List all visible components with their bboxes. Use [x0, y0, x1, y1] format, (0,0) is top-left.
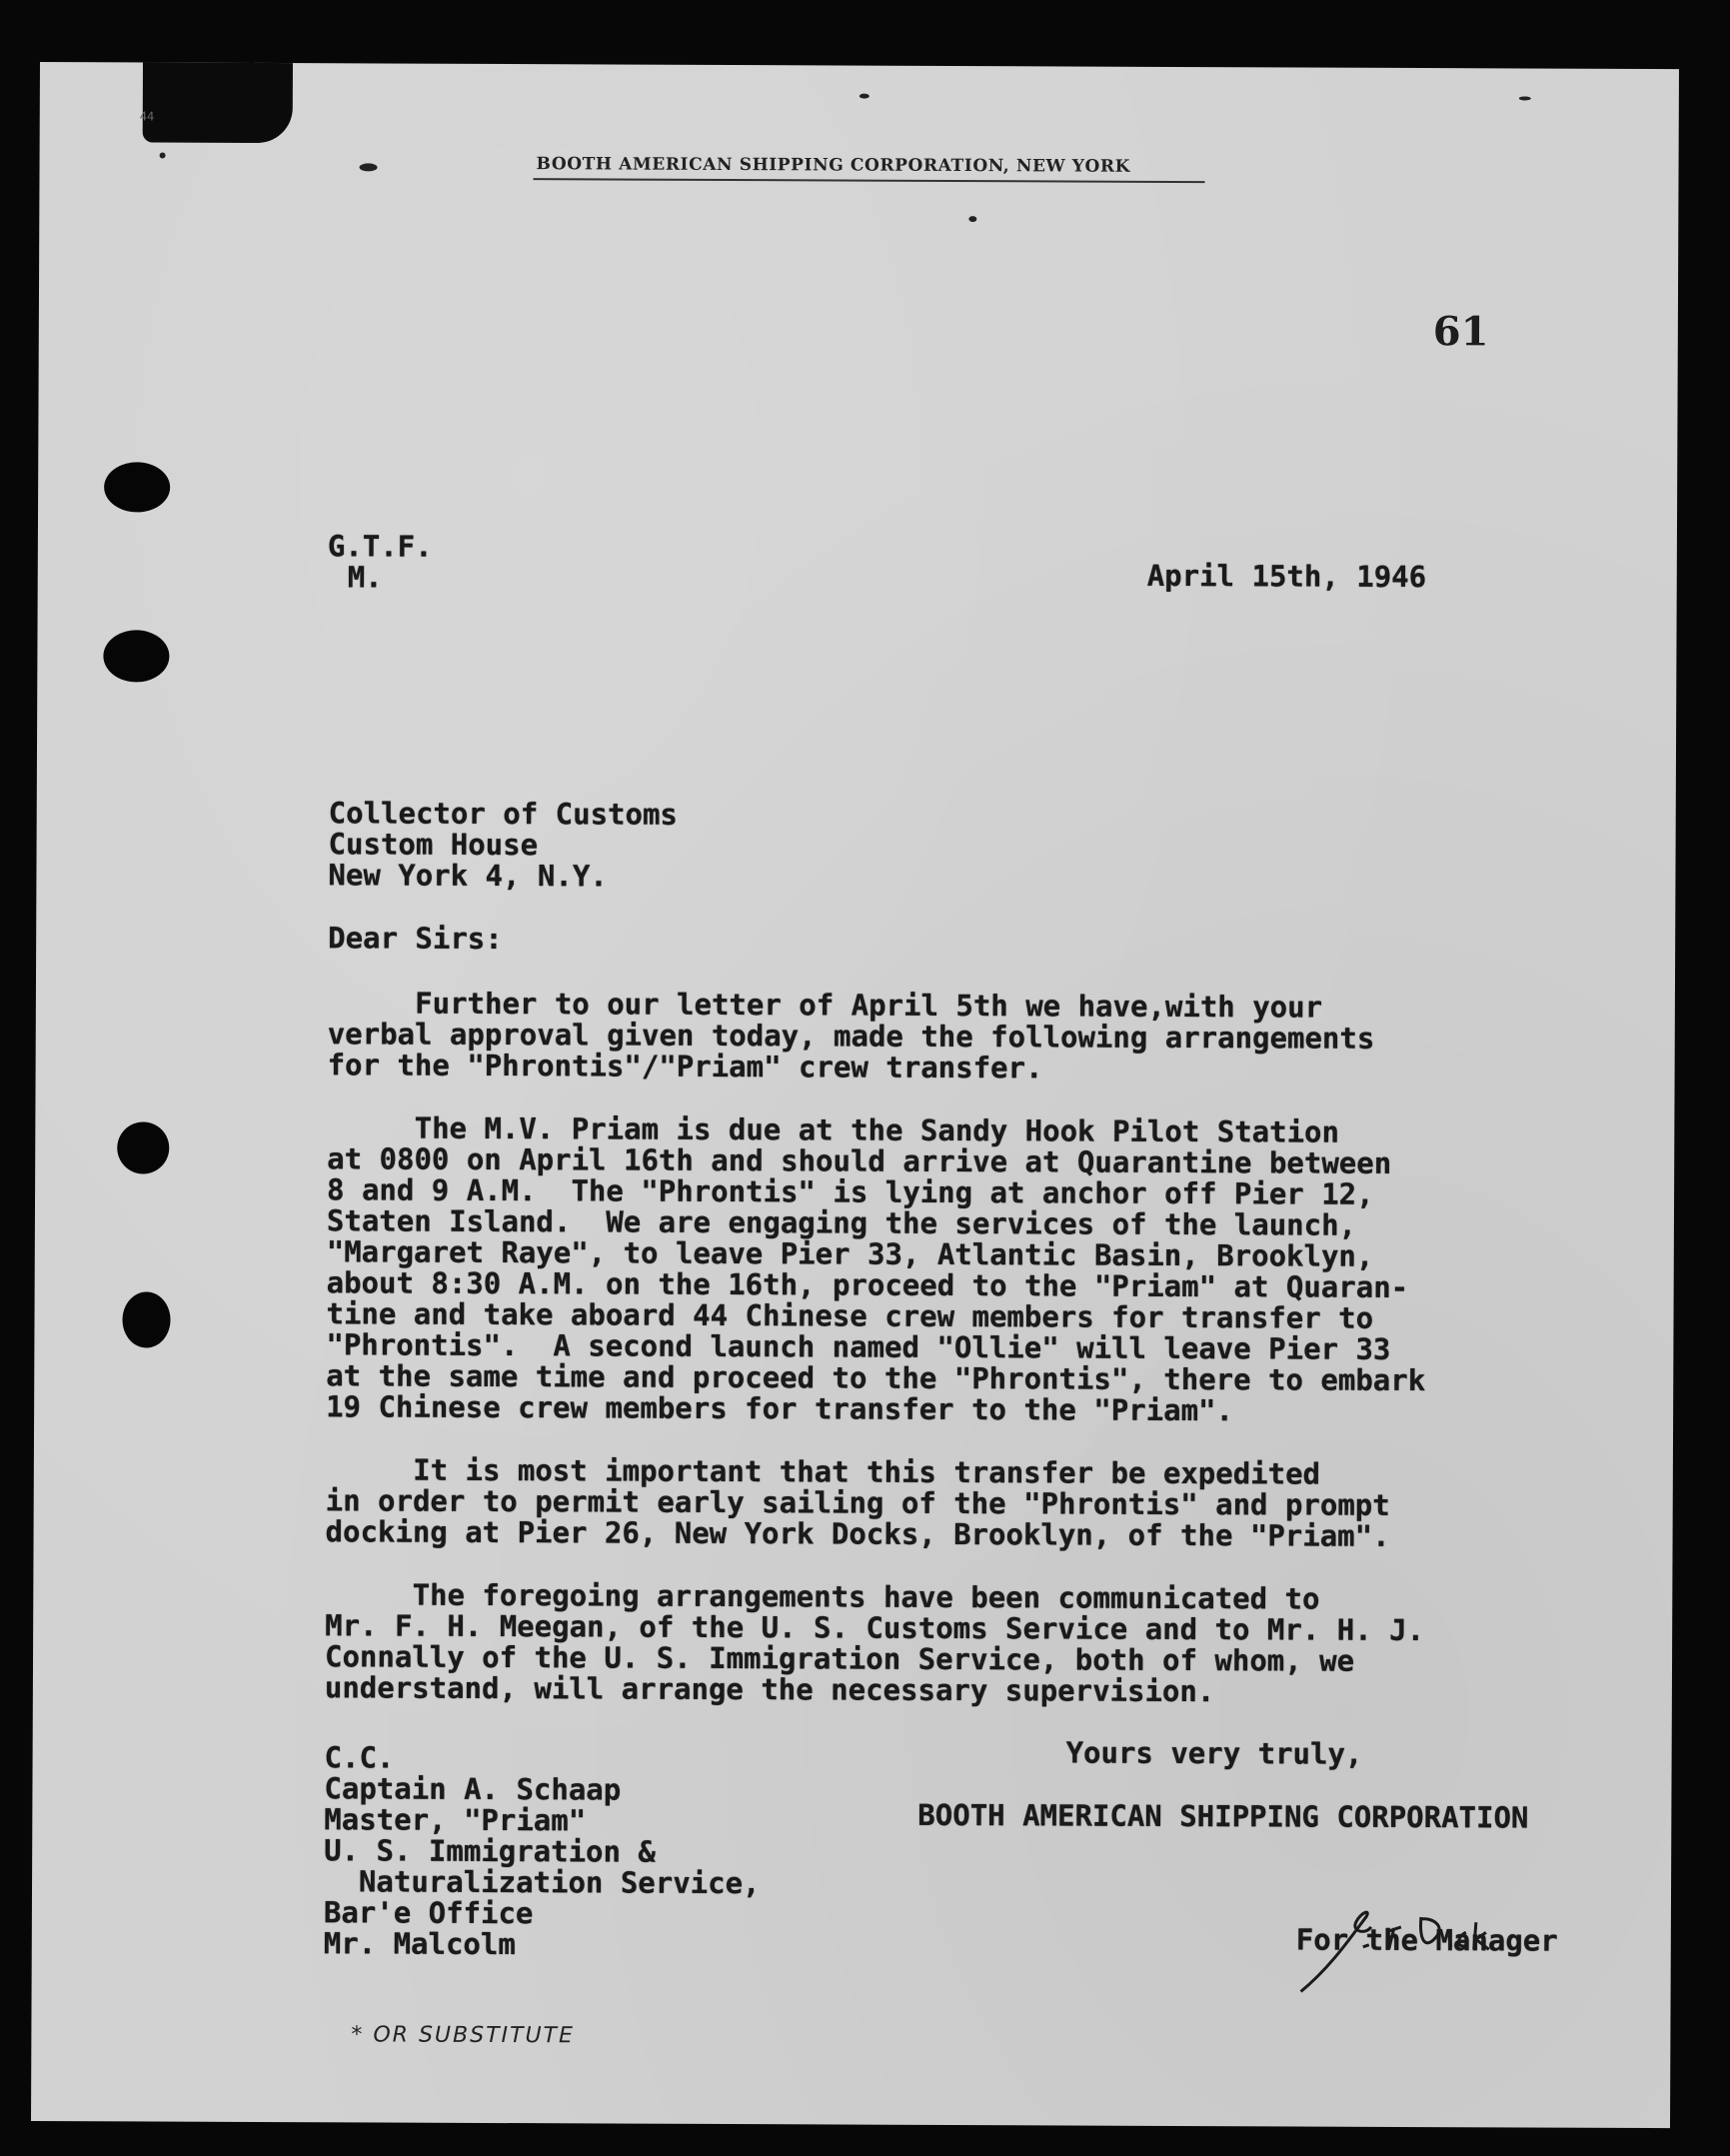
letterhead-rule: [533, 178, 1204, 183]
body-line: understand, will arrange the necessary supervision.: [324, 1670, 1215, 1709]
top-code: 44: [139, 109, 155, 124]
address-line: Collector of Customs: [328, 796, 678, 832]
letter-date: April 15th, 1946: [1146, 558, 1427, 595]
address-line: Custom House: [328, 827, 539, 863]
body-line: The M.V. Priam is due at the Sandy Hook Pilot Station: [327, 1110, 1340, 1149]
body-line: verbal approval given today, made the following arrangements: [327, 1017, 1375, 1056]
closing: Yours very truly,: [1065, 1735, 1363, 1771]
letterhead: BOOTH AMERICAN SHIPPING CORPORATION, NEW YORK: [536, 154, 1131, 177]
body-line: at 0800 on April 16th and should arrive at Quarantine between: [327, 1141, 1392, 1180]
cc-line: Master, "Priam": [324, 1802, 587, 1838]
speck: [1519, 96, 1531, 100]
body-line: It is most important that this transfer be expedited: [325, 1452, 1321, 1491]
cc-line: U. S. Immigration &: [324, 1833, 657, 1869]
punch-hole: [122, 1291, 170, 1347]
body-line: tine and take aboard 44 Chinese crew members for transfer to: [326, 1296, 1374, 1335]
company-name: BOOTH AMERICAN SHIPPING CORPORATION: [917, 1797, 1529, 1835]
body-line: Connally of the U. S. Immigration Service, both of whom, we: [324, 1639, 1355, 1678]
body-line: at the same time and proceed to the "Phrontis", there to embark: [326, 1358, 1426, 1398]
speck: [860, 94, 869, 99]
body-line: Mr. F. H. Meegan, of the U. S. Customs Service and to Mr. H. J.: [325, 1608, 1425, 1648]
body-line: 8 and 9 A.M. The "Phrontis" is lying at anchor off Pier 12,: [327, 1172, 1374, 1211]
body-line: "Phrontis". A second launch named "Ollie" will leave Pier 33: [326, 1327, 1391, 1366]
cc-line: Bar'e Office: [323, 1895, 534, 1931]
cc-line: C.C.: [324, 1740, 395, 1775]
cc-line: Captain A. Schaap: [324, 1771, 622, 1807]
cc-line: Mr. Malcolm: [323, 1926, 516, 1962]
punch-hole: [103, 630, 169, 682]
body-line: The foregoing arrangements have been communicated to: [325, 1577, 1320, 1616]
handwritten-note: * OR SUBSTITUTE: [351, 2022, 575, 2049]
address-line: New York 4, N.Y.: [328, 858, 608, 894]
body-line: Further to our letter of April 5th we have,with your: [327, 986, 1323, 1025]
speck: [160, 153, 166, 159]
reference-line-1: G.T.F.: [327, 529, 433, 564]
punch-hole: [104, 462, 170, 512]
salutation: Dear Sirs:: [328, 921, 503, 957]
cc-line: Naturalization Service,: [323, 1864, 761, 1901]
body-line: about 8:30 A.M. on the 16th, proceed to the "Priam" at Quaran-: [326, 1265, 1409, 1304]
body-line: docking at Pier 26, New York Docks, Brooklyn, of the "Priam".: [325, 1514, 1390, 1553]
signoff: For the Manager: [1295, 1922, 1558, 1958]
body-line: 19 Chinese crew members for transfer to the "Priam".: [326, 1389, 1234, 1428]
letter-page: [31, 62, 1679, 2128]
body-line: Staten Island. We are engaging the services of the launch,: [326, 1203, 1357, 1242]
ink-smudge: [143, 62, 293, 143]
body-line: in order to permit early sailing of the "Phrontis" and prompt: [325, 1483, 1390, 1522]
page-number: 61: [1432, 308, 1489, 356]
body-line: for the "Phrontis"/"Priam" crew transfer.: [327, 1048, 1043, 1085]
body-line: "Margaret Raye", to leave Pier 33, Atlantic Basin, Brooklyn,: [326, 1234, 1374, 1273]
speck: [360, 163, 378, 171]
speck: [968, 216, 976, 222]
reference-line-2: M.: [347, 560, 383, 595]
punch-hole: [117, 1121, 169, 1173]
